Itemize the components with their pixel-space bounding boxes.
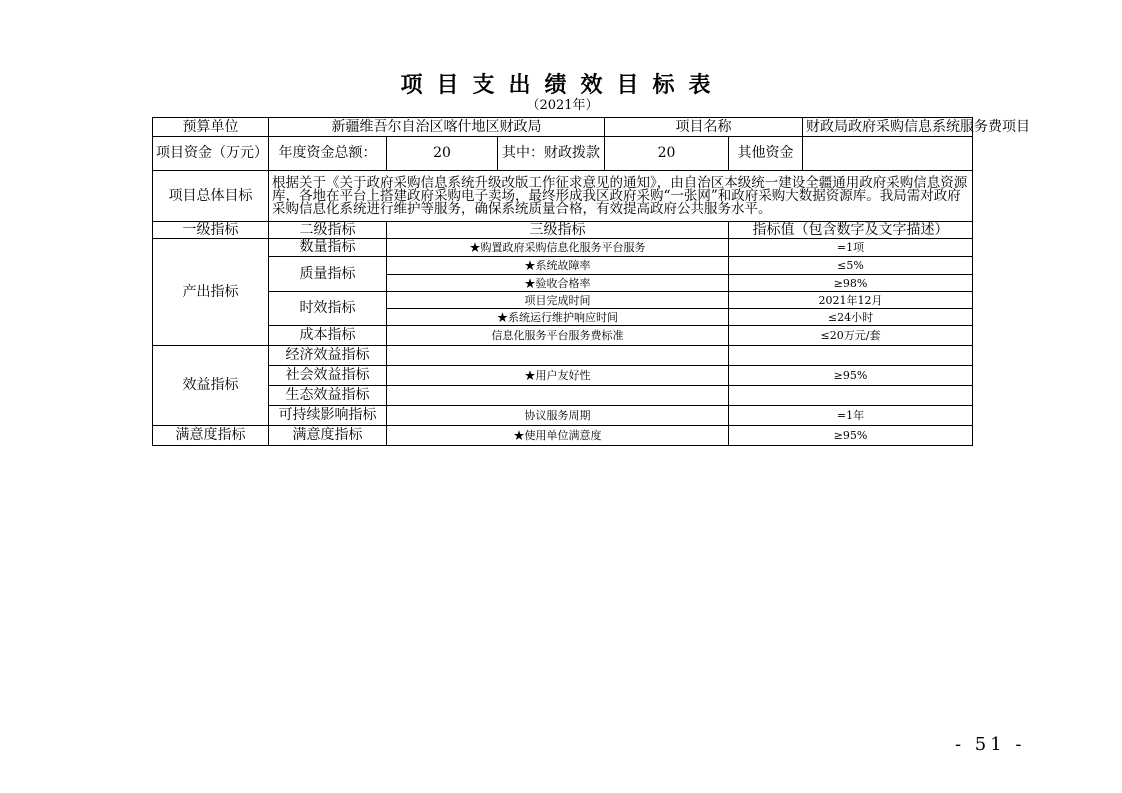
level2-timeliness: 时效指标	[269, 292, 387, 326]
value-cell	[729, 386, 973, 406]
table-row	[153, 346, 973, 366]
value-cell: ≤24小时	[729, 309, 973, 326]
indicator-cell: ★系统运行维护响应时间	[387, 309, 729, 326]
other-funds-value	[803, 137, 973, 171]
indicator-cell: ★用户友好性	[387, 366, 729, 386]
level2-cost: 成本指标	[269, 326, 387, 346]
funds-row	[153, 137, 973, 171]
indicator-cell: ★验收合格率	[387, 275, 729, 292]
table-row	[153, 406, 973, 426]
page-title: 项目支出绩效目标表	[400, 73, 725, 98]
column-header-level2: 二级指标	[269, 222, 387, 239]
other-funds-label: 其他资金	[729, 137, 803, 171]
indicator-cell: 信息化服务平台服务费标准	[387, 326, 729, 346]
indicator-cell: 项目完成时间	[387, 292, 729, 309]
table-row	[153, 386, 973, 406]
level1-benefit: 效益指标	[153, 346, 269, 426]
value-cell: ≤5%	[729, 257, 973, 275]
value-cell: ≤20万元/套	[729, 326, 973, 346]
fiscal-funds-label: 其中：财政拨款	[498, 137, 605, 171]
level2-sustainable: 可持续影响指标	[269, 406, 387, 426]
performance-table	[152, 117, 1031, 446]
level1-output: 产出指标	[153, 239, 269, 346]
column-header-value: 指标值（包含数字及文字描述）	[729, 222, 973, 239]
column-header-row	[153, 222, 973, 239]
value-cell: ≥95%	[729, 426, 973, 446]
value-cell: =1年	[729, 406, 973, 426]
table-row	[153, 257, 973, 275]
value-cell: 2021年12月	[729, 292, 973, 309]
indicator-cell: ★系统故障率	[387, 257, 729, 275]
indicator-cell	[387, 346, 729, 366]
value-cell: =1项	[729, 239, 973, 257]
level2-quality: 质量指标	[269, 257, 387, 292]
indicator-cell: ★购置政府采购信息化服务平台服务	[387, 239, 729, 257]
level2-ecological: 生态效益指标	[269, 386, 387, 406]
project-name-value: 财政局政府采购信息系统服务费项目	[803, 118, 973, 137]
indicator-cell: ★使用单位满意度	[387, 426, 729, 446]
budget-unit-value: 新疆维吾尔自治区喀什地区财政局	[269, 118, 605, 137]
indicator-cell: 协议服务周期	[387, 406, 729, 426]
value-cell: ≥95%	[729, 366, 973, 386]
budget-unit-label: 预算单位	[153, 118, 269, 137]
goal-text: 根据关于《关于政府采购信息系统升级改版工作征求意见的通知》，由自治区本级统一建设全疆通用政府采购信息资源库，各地在平台上搭建政府采购电子卖场，最终形成我区政府采购“一张网”和政府采购大数据资源库。我局需对政府采购信息化系统进行维护等服务，确保系统质量合格，有效提高政府公共服务水平。	[269, 171, 973, 222]
table-row	[153, 326, 973, 346]
table-row	[153, 366, 973, 386]
level2-social: 社会效益指标	[269, 366, 387, 386]
fiscal-funds-value: 20	[605, 137, 729, 171]
year-subtitle: （2021年）	[526, 98, 599, 113]
value-cell: ≥98%	[729, 275, 973, 292]
funds-label: 项目资金（万元）	[153, 137, 269, 171]
table-row	[153, 239, 973, 257]
level1-satisfaction: 满意度指标	[153, 426, 269, 446]
table-row	[153, 426, 973, 446]
level2-quantity: 数量指标	[269, 239, 387, 257]
table-row	[153, 292, 973, 309]
budget-unit-row	[153, 118, 973, 137]
page-number: - 51 -	[955, 734, 1026, 755]
goal-label: 项目总体目标	[153, 171, 269, 222]
annual-funds-value: 20	[387, 137, 498, 171]
level2-satisfaction: 满意度指标	[269, 426, 387, 446]
goal-row	[153, 171, 973, 222]
project-name-label: 项目名称	[605, 118, 803, 137]
indicator-cell	[387, 386, 729, 406]
value-cell	[729, 346, 973, 366]
annual-funds-label: 年度资金总额：	[269, 137, 387, 171]
column-header-level3: 三级指标	[387, 222, 729, 239]
level2-economic: 经济效益指标	[269, 346, 387, 366]
column-header-level1: 一级指标	[153, 222, 269, 239]
